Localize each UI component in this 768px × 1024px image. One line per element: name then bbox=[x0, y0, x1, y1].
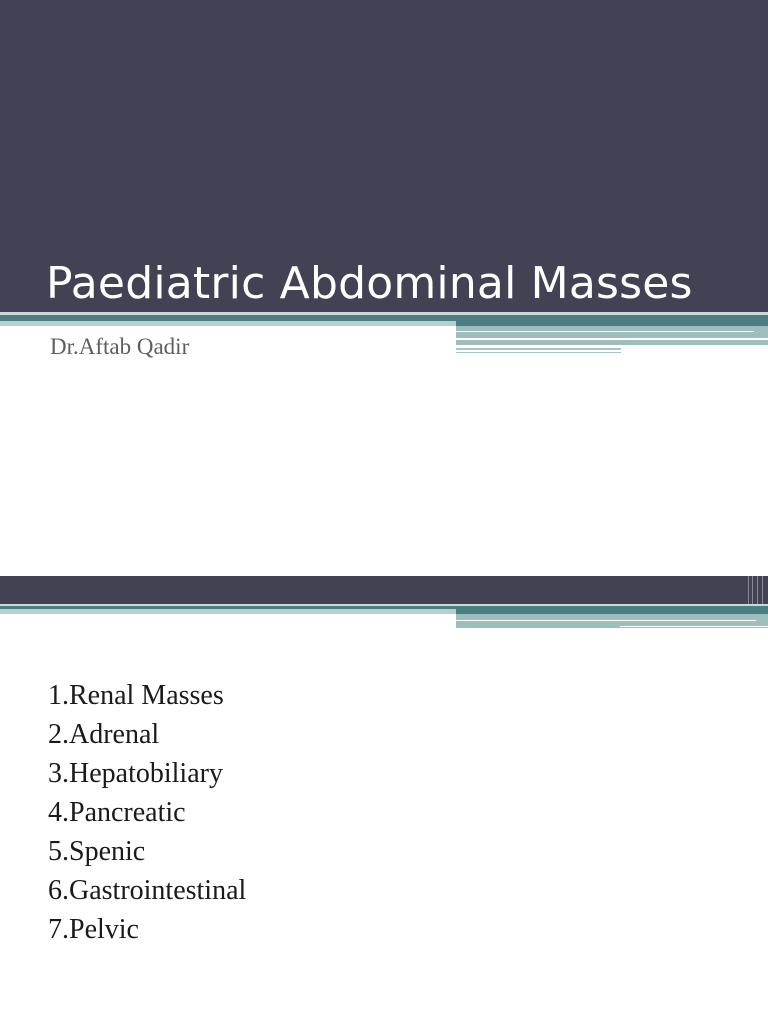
topic-item: 4.Pancreatic bbox=[48, 797, 186, 828]
contents-divider-thin-line bbox=[620, 626, 768, 627]
topic-item: 7.Pelvic bbox=[48, 914, 139, 945]
author-subtitle: Dr.Aftab Qadir bbox=[50, 334, 190, 359]
topic-item: 3.Hepatobiliary bbox=[48, 758, 223, 789]
contents-divider-light-bar bbox=[0, 609, 456, 614]
title-divider-right-block bbox=[456, 326, 768, 345]
topic-item: 1.Renal Masses bbox=[48, 680, 224, 711]
topic-item: 5.Spenic bbox=[48, 836, 146, 867]
contents-divider-white-line bbox=[456, 620, 756, 621]
topic-item: 6.Gastrointestinal bbox=[48, 875, 247, 906]
title-divider-white-line-2 bbox=[456, 338, 768, 340]
title-divider-light-bar bbox=[0, 321, 456, 326]
title-divider-thin-line-2 bbox=[456, 352, 621, 353]
topics-list bbox=[48, 676, 246, 949]
slide-title: Paediatric Abdominal Masses bbox=[46, 258, 693, 309]
title-divider-white-line-1 bbox=[456, 331, 754, 332]
contents-slide-header-band bbox=[0, 576, 768, 604]
topic-item: 2.Adrenal bbox=[48, 719, 160, 750]
title-divider-thin-line-1 bbox=[456, 348, 621, 350]
